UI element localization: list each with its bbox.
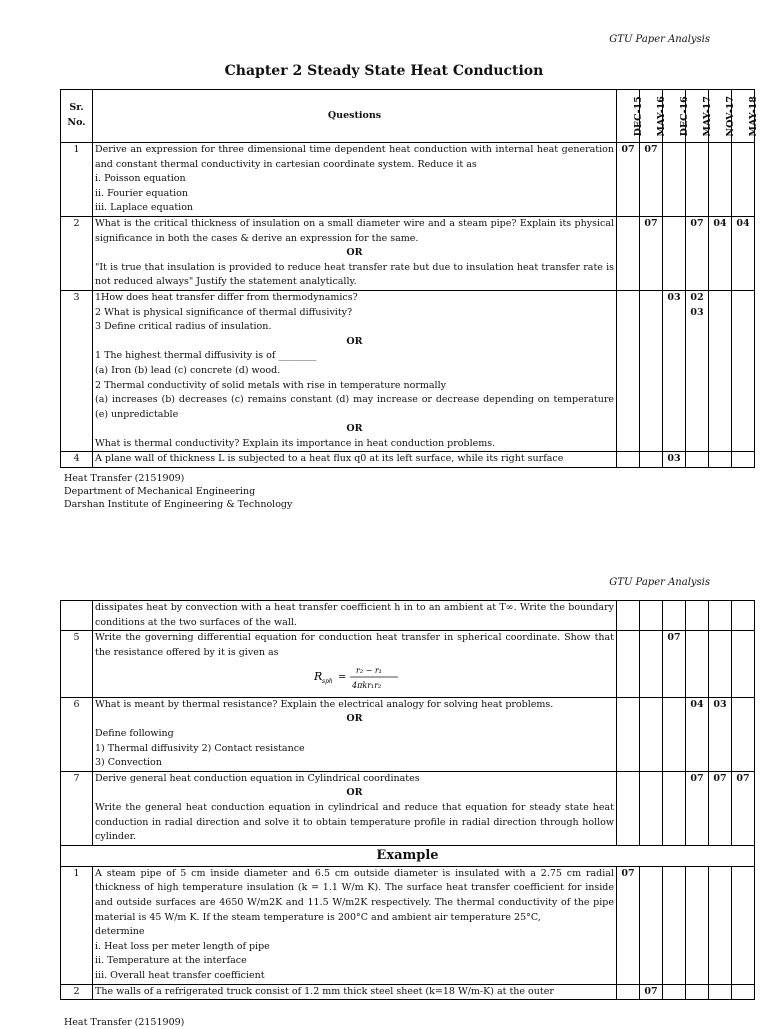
serial-number: 4 xyxy=(61,452,93,468)
mark-cell xyxy=(709,452,732,468)
mark-cell xyxy=(617,984,640,1000)
mark-cell xyxy=(732,697,755,771)
formula-numerator: r₂ − r₁ xyxy=(355,666,382,676)
mark-cell xyxy=(686,866,709,984)
or-separator: OR xyxy=(346,247,363,259)
mark-cell xyxy=(686,631,709,698)
example-section-row xyxy=(61,845,755,866)
table-row xyxy=(61,290,755,452)
mark-cell: 02 03 xyxy=(686,290,709,452)
chapter-title: Chapter 2 Steady State Heat Conduction xyxy=(224,63,544,79)
mark-cell xyxy=(663,697,686,771)
question-line: 1 The highest thermal diffusivity is of ________ xyxy=(95,350,317,362)
question-text xyxy=(93,216,617,290)
mark-cell xyxy=(617,771,640,845)
mark-cell xyxy=(709,866,732,984)
question-line: iii. Laplace equation xyxy=(95,202,194,214)
serial-number: 7 xyxy=(61,771,93,845)
mark-cell xyxy=(732,452,755,468)
sr-no-header xyxy=(61,90,93,143)
or-separator: OR xyxy=(346,423,363,435)
year-header-label: DEC-16 xyxy=(678,95,690,137)
mark-cell xyxy=(617,601,640,631)
mark-cell xyxy=(663,984,686,1000)
question-line: Write the governing differential equation for conduction heat transfer in spherical coordinate. Show that the resistance offered by it is given as xyxy=(95,632,614,658)
mark-cell: 07 xyxy=(663,631,686,698)
example-heading: Example xyxy=(61,845,755,866)
question-line: i. Heat loss per meter length of pipe xyxy=(95,940,270,952)
table-row xyxy=(61,866,755,984)
serial-number: 6 xyxy=(61,697,93,771)
question-text xyxy=(93,631,617,698)
questions-table-continued xyxy=(60,600,755,1000)
table-row xyxy=(61,216,755,290)
table-row xyxy=(61,697,755,771)
mark-cell xyxy=(709,984,732,1000)
mark-cell xyxy=(686,601,709,631)
mark-cell xyxy=(617,452,640,468)
question-line: What is the critical thickness of insulation on a small diameter wire and a steam pipe? Explain its physical significance in both the cases & derive an expression for the same. xyxy=(95,217,614,244)
question-line: 2 What is physical significance of thermal diffusivity? xyxy=(95,306,353,318)
table-row xyxy=(61,452,755,468)
question-line: 2 Thermal conductivity of solid metals with rise in temperature normally xyxy=(95,379,446,391)
page-header: GTU Paper Analysis xyxy=(609,577,710,588)
question-text xyxy=(93,866,617,984)
page-footer: Heat Transfer (2151909) xyxy=(64,1017,185,1028)
mark-cell: 04 xyxy=(709,216,732,290)
mark-cell xyxy=(663,143,686,217)
footer-course: Heat Transfer (2151909) xyxy=(64,473,185,484)
serial-number: 5 xyxy=(61,631,93,698)
questions-header: Questions xyxy=(93,90,617,143)
mark-cell xyxy=(640,601,663,631)
question-line: ii. Fourier equation xyxy=(95,187,188,199)
formula-lhs: R xyxy=(313,670,322,684)
mark-cell xyxy=(686,143,709,217)
mark-cell xyxy=(732,866,755,984)
table-row xyxy=(61,631,755,698)
mark-cell xyxy=(709,601,732,631)
serial-number: 2 xyxy=(61,984,93,1000)
mark-cell xyxy=(663,601,686,631)
mark-cell xyxy=(640,290,663,452)
mark-cell: 03 xyxy=(663,290,686,452)
question-text xyxy=(93,697,617,771)
table-row xyxy=(61,771,755,845)
table-row xyxy=(61,984,755,1000)
question-text xyxy=(93,290,617,452)
table-header-row xyxy=(61,90,755,143)
mark-cell xyxy=(663,771,686,845)
mark-cell xyxy=(732,631,755,698)
questions-table-body xyxy=(61,143,755,468)
year-header xyxy=(617,90,644,143)
mark-cell: 07 xyxy=(640,143,663,217)
year-header-label: MAY-16 xyxy=(655,95,667,137)
resistance-formula xyxy=(95,660,614,697)
page-footer xyxy=(64,472,292,511)
mark-cell xyxy=(617,631,640,698)
mark-cell xyxy=(617,216,640,290)
question-line: What is meant by thermal resistance? Explain the electrical analogy for solving heat problems. xyxy=(95,698,554,710)
question-line: What is thermal conductivity? Explain its importance in heat conduction problems. xyxy=(95,437,496,449)
serial-number: 1 xyxy=(61,866,93,984)
mark-cell: 07 xyxy=(709,771,732,845)
question-line: 1How does heat transfer differ from thermodynamics? xyxy=(95,291,358,303)
or-separator: OR xyxy=(346,335,363,347)
mark-cell xyxy=(640,697,663,771)
formula-graphic xyxy=(310,662,400,692)
question-line: Write the general heat conduction equation in cylindrical and reduce that equation for steady state heat conduction in radial direction and solve it to obtain temperature profile in radial direction through hollow cylinder. xyxy=(95,802,614,843)
sr-header-line: Sr. xyxy=(69,102,84,114)
formula-subscript: sph xyxy=(321,678,333,686)
question-text xyxy=(93,984,617,1000)
serial-number: 1 xyxy=(61,143,93,217)
mark-cell: 04 xyxy=(686,697,709,771)
question-line: 1) Thermal diffusivity 2) Contact resistance xyxy=(95,742,305,754)
or-separator: OR xyxy=(346,787,363,799)
page-header: GTU Paper Analysis xyxy=(609,34,710,45)
serial-number: 2 xyxy=(61,216,93,290)
question-line: iii. Overall heat transfer coefficient xyxy=(95,969,265,981)
formula-equals: = xyxy=(337,672,346,684)
mark-cell: 07 xyxy=(732,771,755,845)
question-text xyxy=(93,452,617,468)
question-line: The walls of a refrigerated truck consist of 1.2 mm thick steel sheet (k=18 W/m-K) at the outer xyxy=(95,985,554,997)
mark-cell xyxy=(709,143,732,217)
question-line: determine xyxy=(95,926,145,938)
footer-department: Department of Mechanical Engineering xyxy=(64,486,256,497)
table-row xyxy=(61,601,755,631)
question-text xyxy=(93,771,617,845)
mark-cell: 07 xyxy=(640,984,663,1000)
mark-cell xyxy=(640,771,663,845)
year-header-label: MAY-18 xyxy=(747,95,759,137)
questions-table xyxy=(60,89,759,468)
year-header-label: NOV-17 xyxy=(725,95,737,137)
mark-cell: 03 xyxy=(663,452,686,468)
mark-cell xyxy=(640,866,663,984)
serial-number xyxy=(61,601,93,631)
question-line: Derive general heat conduction equation in Cylindrical coordinates xyxy=(95,772,420,784)
mark-cell: 07 xyxy=(640,216,663,290)
question-line: "It is true that insulation is provided to reduce heat transfer rate but due to insulation heat transfer rate is not reduced always" Justify the statement analytically. xyxy=(95,261,614,288)
mark-cell xyxy=(732,984,755,1000)
mark-cell xyxy=(686,452,709,468)
question-line: 3 Define critical radius of insulation. xyxy=(95,321,272,333)
question-line: A steam pipe of 5 cm inside diameter and 6.5 cm outside diameter is insulated with a 2.75 cm radial thickness of high temperature insulation (k = 1.1 W/m K). The surface heat transfer coefficient for inside and outside surfaces are 4650 W/m2K and 11.5 W/m2K respectively. The thermal conductivity of the pipe material is 45 W/m K. If the steam temperature is 200°C and ambient air temperature 25°C, xyxy=(95,867,614,923)
mark-cell xyxy=(663,216,686,290)
question-line: ii. Temperature at the interface xyxy=(95,955,247,967)
question-text xyxy=(93,601,617,631)
question-line: Define following xyxy=(95,728,174,740)
table-row xyxy=(61,143,755,217)
question-line: A plane wall of thickness L is subjected to a heat flux q0 at its left surface, while its right surface xyxy=(95,453,564,465)
mark-cell xyxy=(640,452,663,468)
question-line: (a) increases (b) decreases (c) remains constant (d) may increase or decrease depending on temperature (e) unpredictable xyxy=(95,394,614,420)
question-line: dissipates heat by convection with a heat transfer coefficient h in to an ambient at T∞. Write the boundary conditions at the two surfaces of the wall. xyxy=(95,602,614,628)
mark-cell: 07 xyxy=(686,216,709,290)
formula-denominator: 4πkr₁r₂ xyxy=(351,681,381,691)
mark-cell: 03 xyxy=(709,697,732,771)
question-line: Derive an expression for three dimensional time dependent heat conduction with internal heat generation and constant thermal conductivity in cartesian coordinate system. Reduce it as xyxy=(95,144,614,170)
mark-cell: 07 xyxy=(686,771,709,845)
serial-number: 3 xyxy=(61,290,93,452)
question-text xyxy=(93,143,617,217)
mark-cell xyxy=(640,631,663,698)
question-line: 3) Convection xyxy=(95,757,162,769)
footer-institute: Darshan Institute of Engineering & Technology xyxy=(64,499,293,510)
mark-cell xyxy=(663,866,686,984)
mark-cell xyxy=(617,290,640,452)
mark-cell: 04 xyxy=(732,216,755,290)
question-line: (a) Iron (b) lead (c) concrete (d) wood. xyxy=(95,364,281,376)
mark-cell: 07 xyxy=(617,143,640,217)
questions-table-body xyxy=(61,601,755,1000)
mark-cell xyxy=(686,984,709,1000)
mark-cell xyxy=(709,290,732,452)
mark-cell xyxy=(732,601,755,631)
mark-cell: 07 xyxy=(617,866,640,984)
year-header-label: MAY-17 xyxy=(701,95,713,137)
question-line: i. Poisson equation xyxy=(95,173,186,185)
mark-cell xyxy=(732,290,755,452)
year-header-label: DEC-15 xyxy=(632,95,644,137)
mark-cell xyxy=(732,143,755,217)
or-separator: OR xyxy=(346,713,363,725)
no-header-line: No. xyxy=(67,117,86,128)
mark-cell xyxy=(709,631,732,698)
mark-cell xyxy=(617,697,640,771)
